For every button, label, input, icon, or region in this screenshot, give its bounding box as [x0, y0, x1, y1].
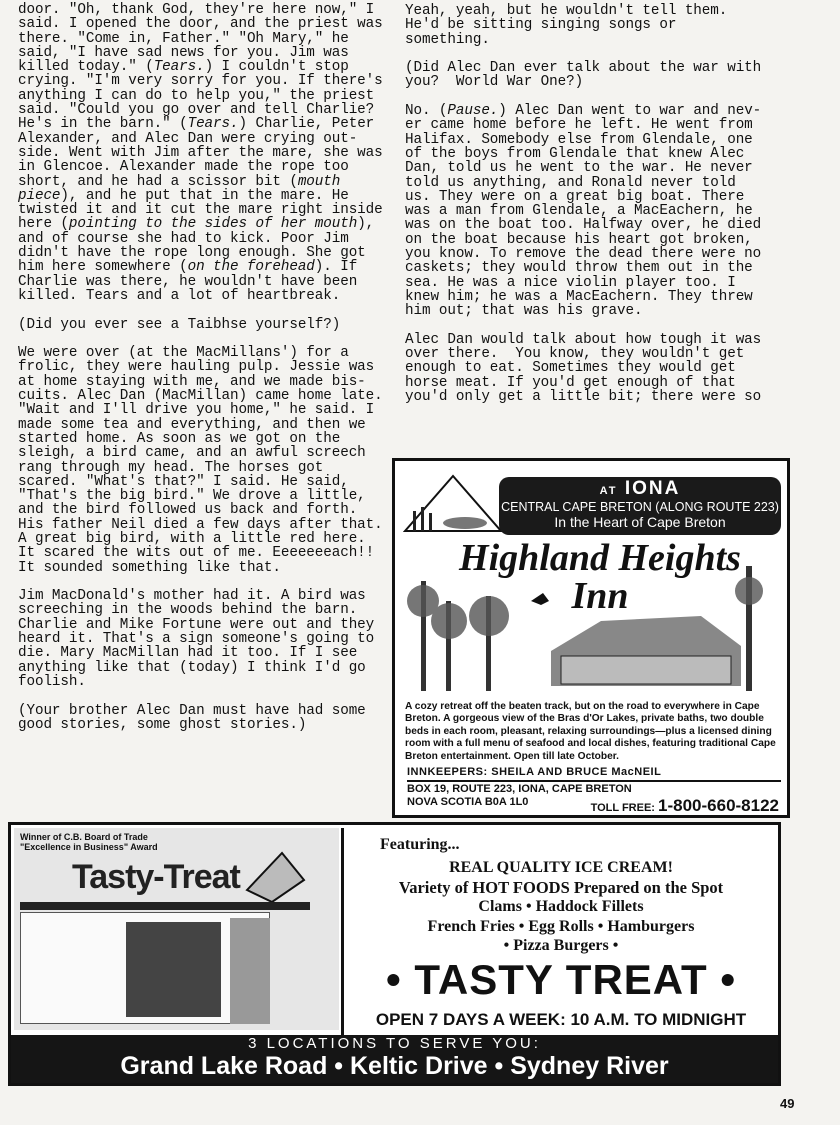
text-line	[18, 232, 383, 246]
text-segment: Charlie and Mike Fortune were out and they	[18, 616, 375, 633]
text-line	[18, 403, 383, 417]
text-segment: ), and he put that in the mare. He	[60, 187, 349, 204]
text-segment: twisted it and it cut the mare right inside	[18, 202, 383, 219]
text-segment: It scared the wits out of me. Eeeeeeeach!!	[18, 545, 375, 562]
text-line	[18, 603, 383, 617]
text-segment: ),	[357, 216, 375, 233]
text-line	[18, 489, 383, 503]
text-line	[18, 446, 383, 460]
text-line	[405, 375, 761, 389]
paragraph-gap	[405, 318, 761, 332]
text-line	[18, 618, 383, 632]
text-segment: scared. "What's that?" I said. He said,	[18, 473, 349, 490]
text-segment: said. "Could you go over and tell Charlie?	[18, 102, 375, 119]
text-line	[18, 117, 383, 131]
hours: OPEN 7 DAYS A WEEK: 10 A.M. TO MIDNIGHT	[375, 1010, 747, 1029]
location-text: CENTRAL CAPE BRETON (ALONG ROUTE 223)	[501, 500, 779, 514]
inn-address: BOX 19, ROUTE 223, IONA, CAPE BRETON NOVA SCOTIA B0A 1L0	[407, 783, 632, 808]
text-line	[18, 246, 383, 260]
text-segment: screeching in the woods behind the barn.	[18, 602, 358, 619]
text-line	[18, 160, 383, 174]
italic-text: Tears.	[187, 116, 239, 133]
text-segment: Charlie was there, he wouldn't have been	[18, 273, 358, 290]
text-line	[405, 175, 761, 189]
cone-sign-illustration	[242, 850, 307, 905]
menu-item: REAL QUALITY ICE CREAM!	[449, 859, 673, 876]
text-segment: sleigh, a bird came, and an awful screech	[18, 445, 366, 462]
text-line	[18, 461, 383, 475]
text-segment: made some tea and everything, and then we	[18, 416, 366, 433]
text-segment: was a man from Glendale, a MacEachern, he	[405, 203, 753, 220]
menu-item: French Fries • Egg Rolls • Hamburgers	[427, 917, 695, 935]
text-line	[18, 289, 383, 303]
text-segment: Dan, told us he went to the war. He never	[405, 160, 753, 177]
text-segment: (Did you ever see a Taibhse yourself?)	[18, 316, 341, 333]
text-line	[18, 346, 383, 360]
text-segment: him here somewhere (	[18, 259, 188, 276]
text-segment: We were over (at the MacMillans') for a	[18, 345, 349, 362]
text-line	[18, 74, 383, 88]
text-segment: (Your brother Alec Dan must have had some	[18, 702, 366, 719]
tasty-treat-menu	[341, 828, 778, 1036]
text-line	[18, 661, 383, 675]
text-line	[18, 103, 383, 117]
text-line	[18, 375, 383, 389]
text-line	[405, 32, 761, 46]
article-column-right	[405, 3, 762, 406]
text-line	[18, 275, 383, 289]
text-line	[405, 117, 761, 134]
italic-text: pointing to the sides of her mouth	[68, 216, 358, 233]
text-line	[18, 32, 383, 46]
text-segment: door. "Oh, thank God, they're here now," I	[18, 2, 375, 18]
text-line	[405, 17, 761, 34]
text-line	[405, 289, 761, 303]
text-line	[18, 318, 383, 332]
featuring-label: Featuring...	[380, 836, 460, 853]
inn-name: Highland Heights Inn	[459, 537, 741, 617]
text-segment: ) Alec Dan went to war and nev-	[498, 103, 762, 120]
text-segment: Jim MacDonald's mother had it. A bird was	[18, 588, 366, 605]
text-segment: A great big bird, with a little red here.	[18, 530, 366, 547]
text-segment: Halifax. Somebody else from Glendale, one	[405, 131, 753, 148]
text-segment: you'd only get a little bit; there were so	[405, 389, 762, 406]
text-line	[405, 360, 761, 377]
italic-text: on the forehead	[187, 259, 315, 276]
menu-item: Clams • Haddock Fillets	[478, 898, 644, 915]
text-line	[18, 60, 383, 74]
text-line	[18, 518, 383, 532]
tagline: In the Heart of Cape Breton	[554, 514, 726, 530]
text-line	[18, 360, 383, 374]
text-segment: here (	[18, 216, 69, 233]
italic-text: Pause.	[447, 103, 499, 120]
paragraph-gap	[405, 89, 761, 103]
innkeepers: INNKEEPERS: SHEILA AND BRUCE MacNEIL	[407, 766, 781, 782]
text-line	[405, 275, 761, 289]
highland-heights-inn-ad	[392, 458, 790, 818]
text-segment: ) Charlie, Peter	[238, 116, 375, 133]
text-segment: foolish.	[18, 673, 86, 690]
text-segment: over there. You know, they wouldn't get	[405, 346, 745, 363]
text-line	[405, 346, 761, 363]
tasty-treat-photo	[14, 828, 339, 1030]
tasty-treat-title: • TASTY TREAT •	[385, 956, 737, 1003]
text-line	[405, 160, 761, 177]
text-line	[405, 74, 761, 91]
text-line	[405, 260, 761, 277]
menu-item: • Pizza Burgers •	[503, 937, 619, 954]
locations-bar	[11, 1035, 778, 1083]
paragraph-gap	[18, 332, 383, 346]
text-line	[405, 146, 761, 160]
article-column-left	[18, 3, 383, 732]
text-line	[18, 3, 383, 17]
text-segment: there. "Come in, Father." "Oh Mary," he	[18, 30, 349, 47]
text-line	[405, 60, 762, 77]
text-segment: heard it. That's a sign someone's going to	[18, 631, 375, 648]
italic-text: Tears.	[153, 59, 205, 76]
locations-label: 3 LOCATIONS TO SERVE YOU:	[248, 1035, 541, 1052]
text-line	[18, 203, 383, 217]
text-line	[18, 718, 383, 732]
text-line	[405, 3, 761, 17]
text-segment: good stories, some ghost stories.)	[18, 716, 307, 733]
text-line	[18, 475, 383, 489]
text-line	[405, 389, 762, 406]
text-segment: ) I couldn't stop	[204, 59, 349, 76]
store-sign: Tasty-Treat	[72, 858, 240, 896]
text-segment: horse meat. If you'd get enough of that	[405, 374, 736, 391]
text-segment: His father Neil died a few days after that.	[18, 516, 383, 533]
italic-text: mouth	[297, 173, 341, 190]
paragraph-gap	[405, 46, 761, 60]
text-line	[18, 189, 383, 203]
text-segment: "That's the big bird." We drove a little,	[18, 488, 366, 505]
text-line	[405, 232, 761, 246]
text-line	[405, 246, 762, 263]
text-segment: and of course she had to kick. Poor Jim	[18, 230, 349, 247]
paragraph-gap	[18, 303, 383, 317]
text-segment: killed. Tears and a lot of heartbreak.	[18, 287, 341, 304]
text-line	[405, 217, 762, 234]
text-line	[18, 432, 383, 446]
text-segment: caskets; they would throw them out in the	[405, 260, 753, 277]
text-line	[405, 303, 761, 320]
text-line	[405, 189, 761, 203]
text-segment: at home staying with me, and we made bis-	[18, 373, 366, 390]
text-segment: said. I opened the door, and the priest was	[18, 16, 383, 33]
text-segment: started home. As soon as we got on the	[18, 430, 341, 447]
text-line	[18, 17, 383, 31]
at-label: AT	[599, 485, 618, 497]
text-segment: er came home before he left. He went from	[405, 117, 753, 134]
inn-description: A cozy retreat off the beaten track, but on the road to everywhere in Cape Breton. A gorgeous view of the Bras d'Or Lakes, private baths, two double beds in each room, pleasant, relaxing surroundings—plus a licensed dining room with a full menu of seafood and local dishes, featuring traditional Cape Breton entertainment. Open till late October.	[405, 701, 776, 762]
locations-list: Grand Lake Road • Keltic Drive • Sydney River	[120, 1052, 669, 1080]
text-segment: him out; that was his grave.	[405, 303, 643, 320]
paragraph-gap	[18, 575, 383, 589]
text-segment: you know. To remove the dead there were no	[405, 246, 762, 263]
text-segment: crying. "I'm very sorry for you. If there's	[18, 73, 383, 90]
text-segment: of the boys from Glendale that knew Alec	[405, 145, 745, 162]
text-segment: you? World War One?)	[405, 74, 584, 91]
text-segment: ). If	[314, 259, 358, 276]
text-line	[18, 532, 383, 546]
text-line	[405, 332, 761, 346]
text-line	[18, 589, 383, 603]
tasty-treat-ad	[8, 822, 781, 1086]
text-segment: said, "I have sad news for you. Jim was	[18, 44, 349, 61]
toll-free-number: TOLL FREE: 1-800-660-8122	[590, 796, 779, 815]
text-segment: He'd be sitting singing songs or	[405, 17, 677, 34]
award-text: Winner of C.B. Board of Trade "Excellence in Business" Award	[20, 832, 158, 852]
text-line	[18, 561, 383, 575]
text-segment: No. (	[405, 103, 448, 120]
text-segment: in Glencoe. Alexander made the rope too	[18, 159, 349, 176]
text-segment: didn't have the rope long enough. She got	[18, 245, 366, 262]
text-segment: and the bird followed us back and forth.	[18, 502, 358, 519]
text-segment: enough to eat. Sometimes they would get	[405, 360, 736, 377]
text-line	[18, 389, 383, 403]
text-line	[18, 89, 383, 103]
text-line	[405, 132, 761, 146]
text-line	[18, 260, 383, 274]
text-segment: Alexander, and Alec Dan were crying out-	[18, 130, 358, 147]
text-segment: cuits. Alec Dan (MacMillan) came home late.	[18, 388, 383, 405]
text-segment: sea. He was a nice violin player too. I	[405, 274, 736, 291]
text-line	[18, 418, 383, 432]
text-segment: side. Went with Jim after the mare, she was	[18, 144, 383, 161]
text-line	[18, 632, 383, 646]
text-segment: (Did Alec Dan ever talk about the war with	[405, 60, 762, 77]
text-segment: It sounded something like that.	[18, 559, 281, 576]
text-segment: on the boat because his heart got broken,	[405, 231, 753, 248]
text-segment: knew him; he was a MacEachern. They threw	[405, 288, 753, 305]
text-line	[18, 46, 383, 60]
text-segment: frolic, they were hauling pulp. Jessie was	[18, 359, 375, 376]
text-segment: was on the boat too. Halfway over, he died	[405, 217, 762, 234]
text-line	[18, 146, 383, 160]
text-segment: killed today." (	[18, 59, 154, 76]
text-line	[18, 132, 383, 146]
text-line	[18, 217, 383, 231]
text-line	[18, 546, 383, 560]
text-segment: something.	[405, 31, 490, 48]
menu-item: Variety of HOT FOODS Prepared on the Spot	[398, 877, 724, 897]
location-banner	[499, 477, 781, 535]
text-segment: us. They were on a great big boat. There	[405, 188, 745, 205]
text-line	[405, 103, 762, 120]
paragraph-gap	[18, 689, 383, 703]
text-line	[18, 704, 383, 718]
text-line	[18, 503, 383, 517]
text-segment: anything like that (today) I think I'd go	[18, 659, 366, 676]
italic-text: piece	[18, 187, 61, 204]
text-line	[18, 675, 383, 689]
text-segment: He's in the barn." (	[18, 116, 188, 133]
page-number: 49	[780, 1096, 795, 1111]
text-segment: told us anything, and Ronald never told	[405, 174, 736, 191]
text-segment: short, and he had a scissor bit (	[18, 173, 298, 190]
iona-label: IONA	[624, 478, 681, 499]
text-segment: "Wait and I'll drive you home," he said. I	[18, 402, 375, 419]
text-segment: anything I can do to help you," the priest	[18, 87, 375, 104]
text-line	[405, 203, 761, 220]
text-segment: Alec Dan would talk about how tough it was	[405, 331, 762, 348]
text-line	[18, 646, 383, 660]
text-line	[18, 175, 383, 189]
text-segment: Yeah, yeah, but he wouldn't tell them.	[405, 3, 728, 19]
text-segment: rang through my head. The horses got	[18, 459, 324, 476]
text-segment: die. Mary MacMillan had it too. If I see	[18, 645, 358, 662]
